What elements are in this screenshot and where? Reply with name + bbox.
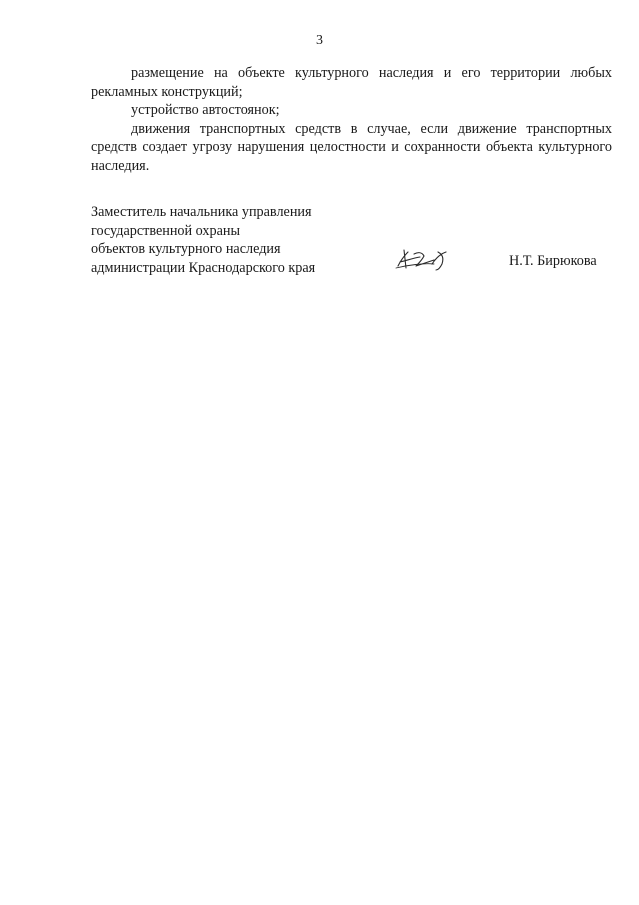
- position-line: Заместитель начальника управления: [91, 204, 312, 220]
- paragraph-parking: устройство автостоянок;: [131, 102, 280, 118]
- position-line: государственной охраны: [91, 222, 241, 239]
- paragraph-advertising: размещение на объекте культурного наследия и его территории любых рекламных конструкций;: [91, 65, 612, 100]
- page-number: 3: [316, 33, 323, 48]
- position-line: объектов культурного наследия: [91, 241, 281, 257]
- handwritten-signature: [394, 244, 452, 274]
- signatory-name: Н.Т. Бирюкова: [509, 253, 597, 269]
- document-body: [91, 64, 612, 175]
- paragraph-traffic: движения транспортных средств в случае, если движение транспортных средств создает угрозу нарушения целостности и сохранности объекта культурного наследия.: [91, 120, 612, 174]
- position-line: администрации Краснодарского края: [91, 259, 316, 276]
